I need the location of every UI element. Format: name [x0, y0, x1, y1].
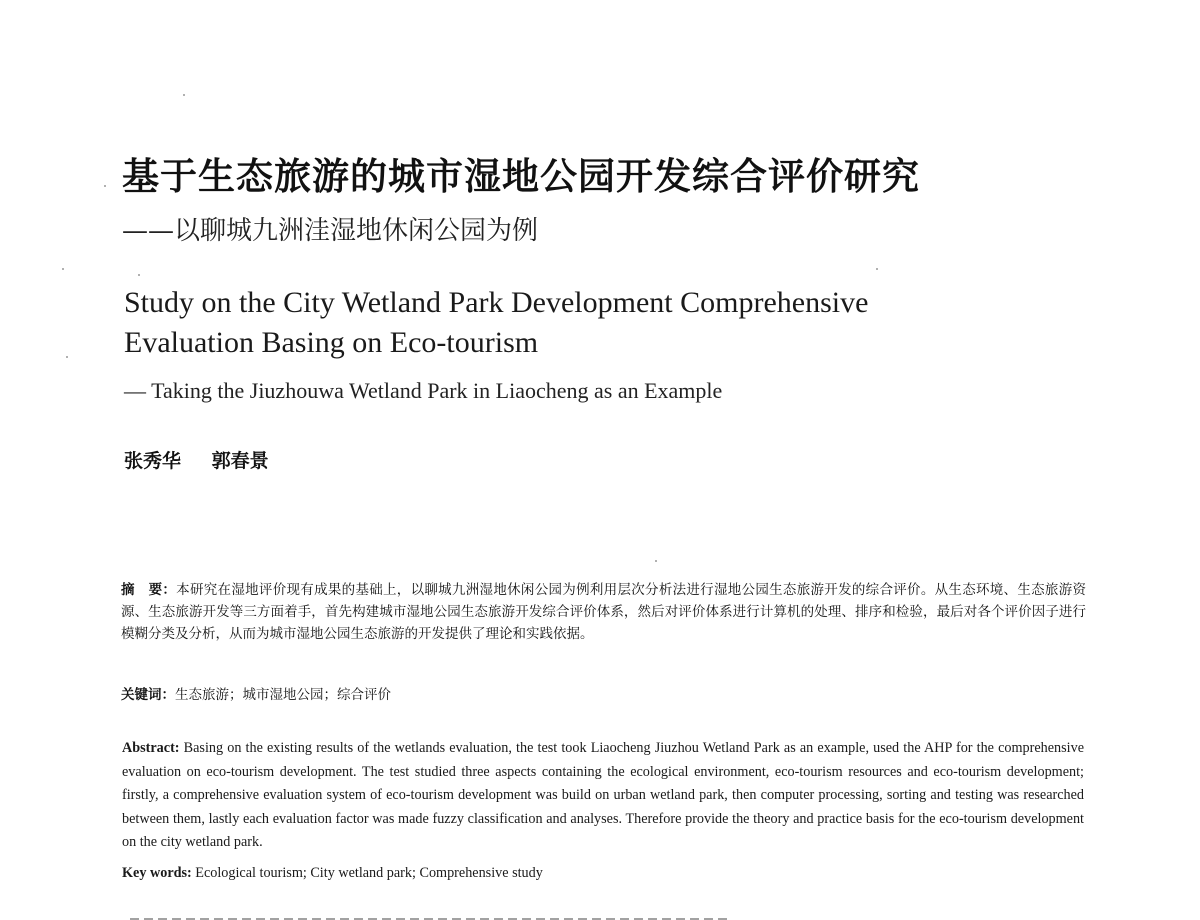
chinese-keywords	[121, 684, 1086, 706]
english-title	[124, 283, 924, 363]
english-abstract-text: Basing on the existing results of the wetlands evaluation, the test took Liaocheng Jiuzhou Wetland Park as an example, used the AHP for the comprehensive evaluation on eco-tourism development. The test studied three aspects containing the ecological environment, eco-tourism resources and eco-tourism development; firstly, a comprehensive evaluation system of eco-tourism development was build on urban wetland park, then computer processing, sorting and testing was researched between them, lastly each evaluation factor was made fuzzy classification and analyses. Therefore provide the theory and practice basis for the eco-tourism development on the city wetland park.	[122, 740, 1085, 850]
english-title-line-2: Evaluation Basing on Eco-tourism	[124, 326, 539, 359]
english-abstract-label: Abstract:	[122, 740, 180, 756]
chinese-abstract-label: 摘 要：	[121, 582, 177, 598]
scan-speck	[655, 560, 657, 562]
scan-speck	[183, 94, 185, 96]
english-keywords-text: Ecological tourism; City wetland park; Comprehensive study	[195, 865, 543, 881]
scan-speck	[104, 185, 106, 187]
chinese-title: 基于生态旅游的城市湿地公园开发综合评价研究	[122, 154, 920, 198]
scan-speck	[62, 268, 64, 270]
scan-speck	[66, 356, 68, 358]
chinese-abstract	[121, 579, 1086, 645]
author-2: 郭春景	[211, 450, 269, 472]
scan-speck	[138, 274, 140, 276]
english-keywords	[122, 862, 1084, 885]
author-1: 张秀华	[124, 450, 182, 472]
chinese-subtitle: ——以聊城九洲洼湿地休闲公园为例	[122, 216, 539, 246]
next-line-cutoff	[130, 909, 730, 920]
english-keywords-label: Key words:	[122, 865, 192, 881]
english-title-line-1: Study on the City Wetland Park Development Comprehensive	[124, 286, 869, 319]
chinese-keywords-text: 生态旅游；城市湿地公园；综合评价	[175, 687, 391, 703]
english-subtitle: — Taking the Jiuzhouwa Wetland Park in Liaocheng as an Example	[124, 378, 723, 403]
chinese-abstract-text: 本研究在湿地评价现有成果的基础上，以聊城九洲湿地休闲公园为例利用层次分析法进行湿地公园生态旅游开发的综合评价。从生态环境、生态旅游资源、生态旅游开发等三方面着手，首先构建城市湿地公园生态旅游开发综合评价体系，然后对评价体系进行计算机的处理、排序和检验，最后对各个评价因子进行模糊分类及分析，从而为城市湿地公园生态旅游的开发提供了理论和实践依据。	[121, 582, 1087, 642]
english-abstract	[122, 737, 1084, 855]
author-list	[124, 446, 269, 473]
scan-speck	[876, 268, 878, 270]
chinese-keywords-label: 关键词：	[121, 687, 175, 703]
